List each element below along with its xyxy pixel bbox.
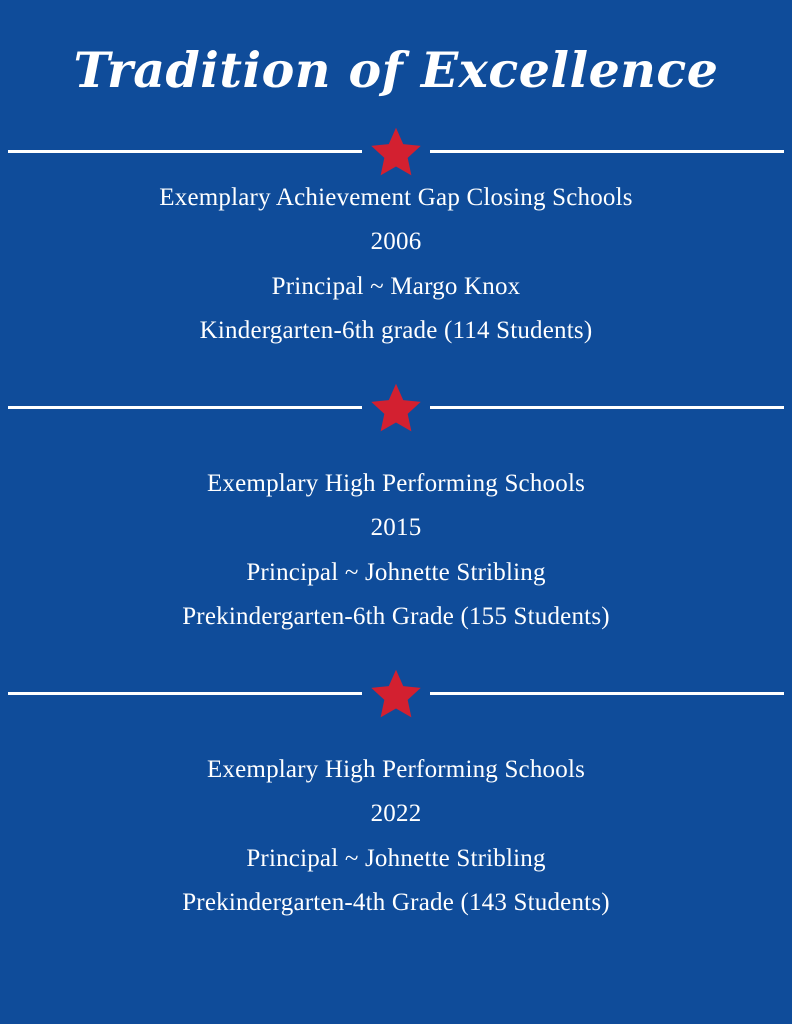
award-title: Exemplary High Performing Schools — [206, 755, 586, 783]
divider-rule-right — [430, 406, 784, 409]
star-icon — [368, 666, 424, 722]
divider-rule-right — [430, 150, 784, 153]
award-year: 2022 — [370, 800, 422, 828]
page-title: Tradition of Excellence — [73, 41, 719, 99]
award-section-1 — [0, 176, 792, 354]
star-icon — [368, 124, 424, 180]
star-icon — [368, 380, 424, 436]
award-principal: Principal ~ Johnette Stribling — [246, 844, 546, 872]
divider-1 — [0, 124, 792, 180]
award-grades: Prekindergarten-4th Grade (143 Students) — [182, 889, 610, 917]
award-principal: Principal ~ Johnette Stribling — [246, 558, 546, 586]
award-year: 2015 — [370, 514, 422, 542]
divider-2 — [0, 380, 792, 436]
divider-rule-left — [8, 692, 362, 695]
award-section-3 — [0, 748, 792, 926]
divider-rule-left — [8, 150, 362, 153]
divider-rule-right — [430, 692, 784, 695]
divider-3 — [0, 666, 792, 722]
bottom-spacer — [0, 926, 792, 966]
award-grades: Kindergarten-6th grade (114 Students) — [199, 317, 593, 345]
divider-rule-left — [8, 406, 362, 409]
award-title: Exemplary High Performing Schools — [206, 469, 586, 497]
award-section-2 — [0, 462, 792, 640]
award-year: 2006 — [370, 228, 422, 256]
award-principal: Principal ~ Margo Knox — [271, 272, 521, 300]
award-grades: Prekindergarten-6th Grade (155 Students) — [182, 603, 610, 631]
award-title: Exemplary Achievement Gap Closing Schools — [159, 183, 633, 211]
